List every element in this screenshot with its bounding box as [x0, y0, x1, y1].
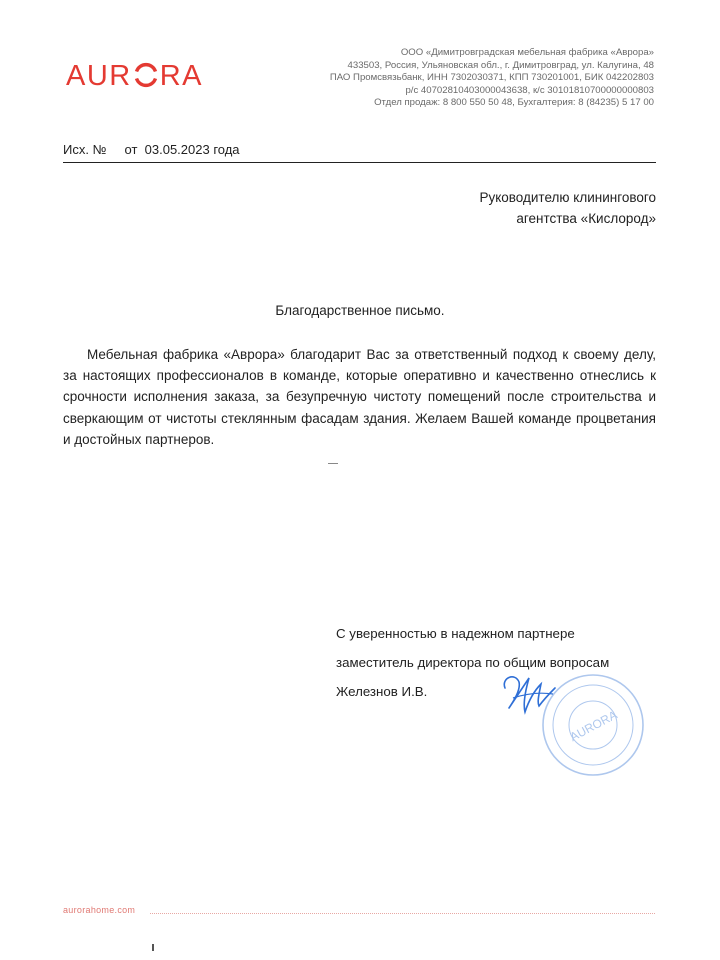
company-account-line: р/с 40702810403000043638, к/с 30101810700000000803: [405, 84, 654, 96]
letter-title: Благодарственное письмо.: [275, 303, 445, 318]
company-details: [254, 47, 654, 110]
outgoing-number-label: Исх. №: [63, 142, 107, 157]
footer-divider: [150, 913, 655, 914]
company-address-line: 433503, Россия, Ульяновская обл., г. Димитровград, ул. Калугина, 48: [347, 59, 654, 71]
logo-text-suffix: RA: [159, 60, 204, 92]
scan-speck: [328, 463, 338, 464]
stamp-text: AURORA: [567, 707, 620, 745]
company-bank-line: ПАО Промсвязьбанк, ИНН 7302030371, КПП 730201001, БИК 042202803: [329, 72, 654, 84]
aurora-logo: [66, 58, 203, 94]
logo-o-mark-icon: [133, 61, 159, 87]
closing-line: С уверенностью в надежном партнере: [336, 626, 575, 641]
outgoing-reference: [63, 142, 240, 157]
recipient-line-2: агентства «Кислород»: [516, 211, 656, 226]
scan-speck: [152, 944, 154, 951]
recipient-line-1: Руководителю клинингового: [479, 190, 656, 205]
footer-website: aurorahome.com: [63, 905, 136, 915]
signatory-position: заместитель директора по общим вопросам: [336, 655, 610, 670]
header-divider: [63, 162, 656, 163]
company-phones-line: Отдел продаж: 8 800 550 50 48, Бухгалтерия: 8 (84235) 5 17 00: [374, 97, 654, 109]
letter-body: Мебельная фабрика «Аврора» благодарит Вас за ответственный подход к своему делу, за настоящих профессионалов в команде, которые оперативно и качественно отнеслись к срочности исполнения заказа, за безупречную чистоту помещений после строительства и сверкающим от чистоты стеклянным фасадам здания. Желаем Вашей команде процветания и достойных партнеров.: [63, 347, 656, 447]
signatory-name: Железнов И.В.: [336, 684, 428, 699]
logo-text-prefix: AUR: [66, 60, 132, 92]
signature-icon: [495, 668, 565, 718]
outgoing-date: от 03.05.2023 года: [124, 142, 240, 157]
company-name-line: ООО «Димитровградская мебельная фабрика «Аврора»: [400, 47, 654, 58]
recipient-block: [396, 187, 656, 229]
